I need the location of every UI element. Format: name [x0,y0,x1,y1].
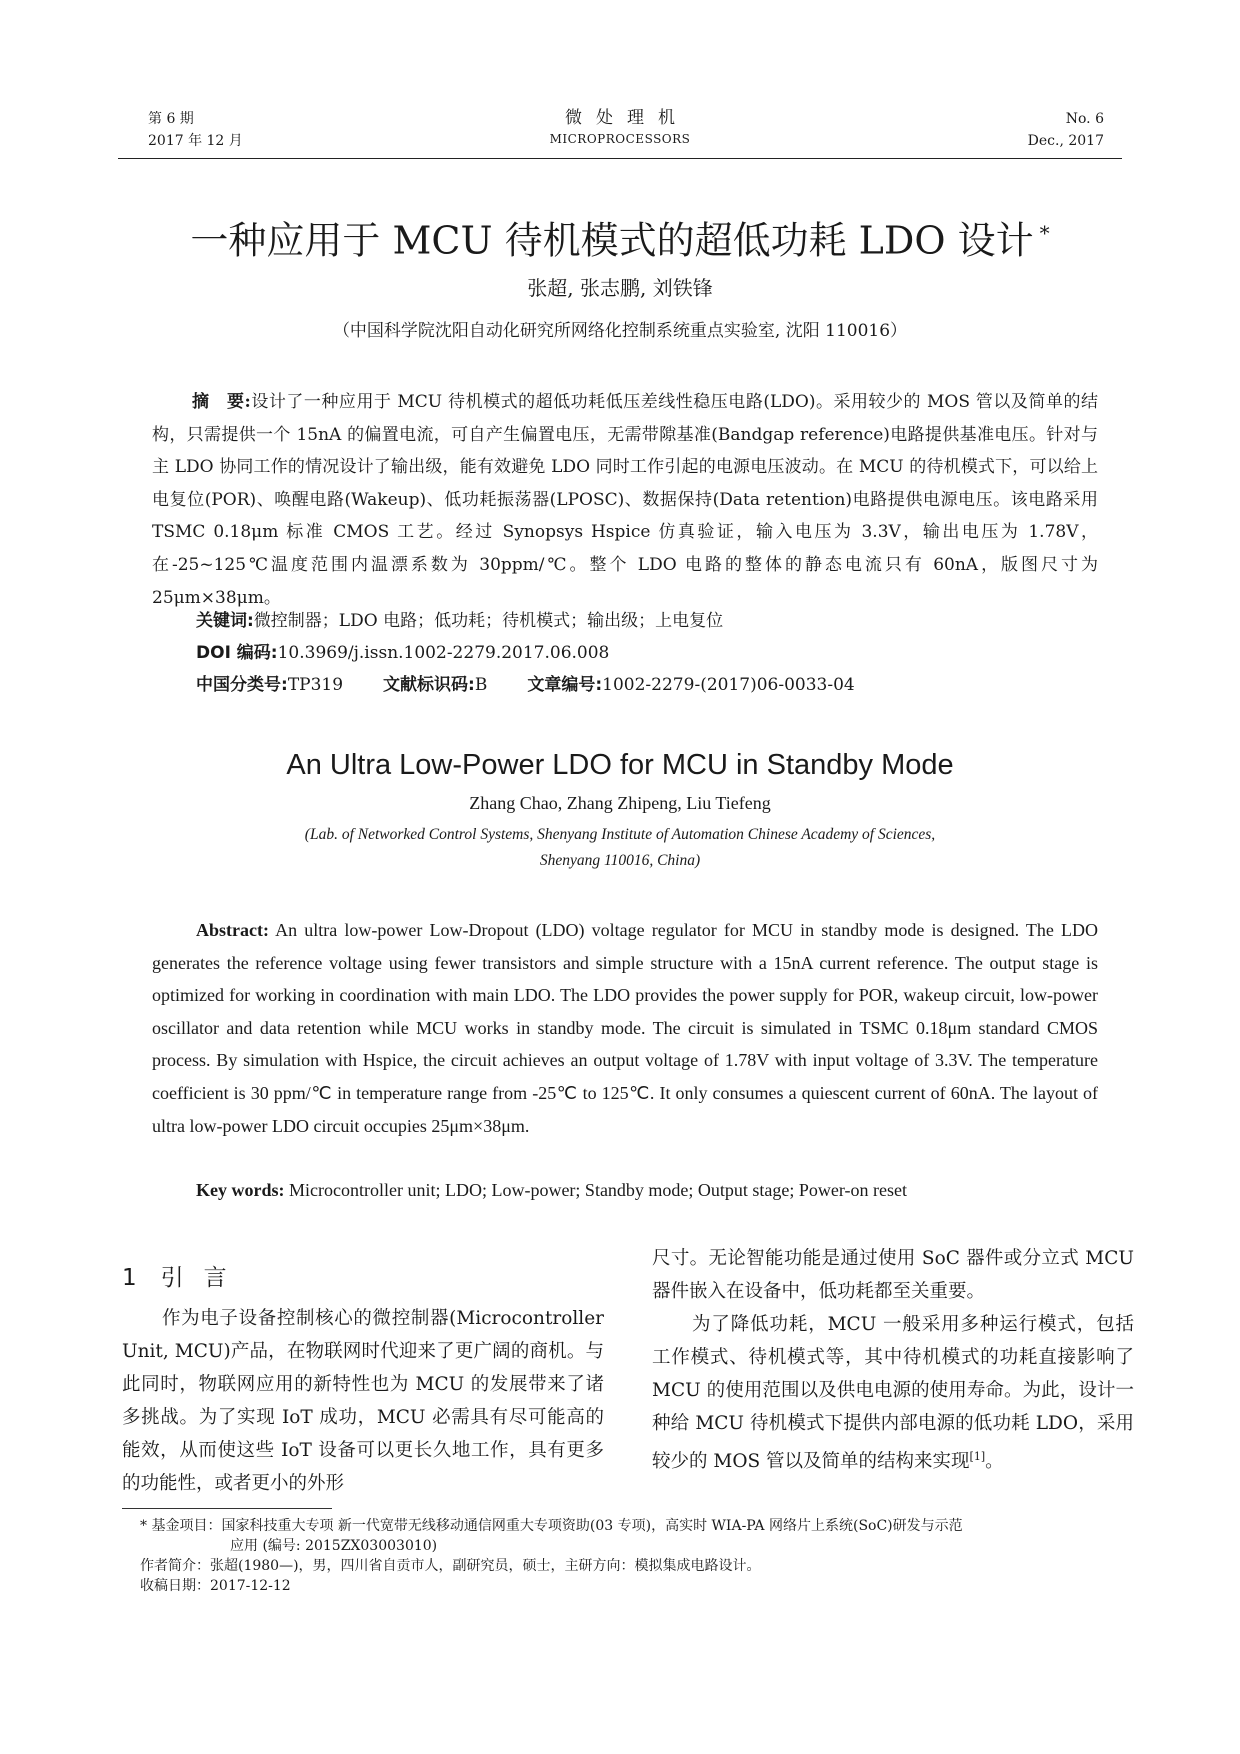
class-value: TP319 [287,675,344,695]
title-text-cn: 一种应用于 MCU 待机模式的超低功耗 LDO 设计 [190,218,1034,263]
footnote-fund: * 基金项目：国家科技重大专项 新一代宽带无线移动通信网重大专项资助(03 专项)，高实时 WIA-PA 网络片上系统(SoC)研发与示范 [140,1518,963,1534]
header-issue-en [1028,108,1104,152]
journal-name-cn: 微处理机 [565,108,689,128]
footnote-received: 收稿日期：2017-12-12 [140,1578,291,1594]
doi-line [196,638,609,668]
footnote-fund-cont: 应用 (编号: 2015ZX03003010) [230,1538,438,1554]
issue-en: No. 6 [1065,111,1104,127]
keywords-cn [196,606,723,636]
article-no-label: 文章编号: [527,675,603,695]
section-1-heading [122,1262,247,1294]
paper-title-cn [0,208,1240,266]
abstract-cn [152,386,1098,614]
affiliation-en-line2: Shenyang 110016, China) [539,852,701,869]
classification-line [196,670,855,700]
authors-cn: 张超, 张志鹏, 刘铁锋 [527,276,713,300]
journal-name-en: MICROPROCESSORS [549,132,691,146]
para-2-end: 。 [985,1451,1004,1473]
section-1-right-para-2 [652,1308,1134,1478]
abstract-en [152,914,1098,1142]
date-cn: 2017 年 12 月 [148,133,243,149]
abstract-cn-text: 设计了一种应用于 MCU 待机模式的超低功耗低压差线性稳压电路(LDO)。采用较少的 MOS 管以及简单的结构，只需提供一个 15nA 的偏置电流，可自产生偏置电压，无需带隙基准(Bandgap reference)电路提供基准电压。针对与主 LDO 协同工作的情况设计了输出级，能有效避免 LDO 同时工作引起的电源电压波动。在 MCU 的待机模式下，可以给上电复位(POR)、唤醒电路(Wakeup)、低功耗振荡器(LPOSC)、数据保持(Data retention)电路提供电源电压。该电路采用 TSMC 0.18μm 标准 CMOS 工艺。经过 Synopsys Hspice 仿真验证，输入电压为 3.3V，输出电压为 1.78V，在-25~125℃温度范围内温漂系数为 30ppm/℃。整个 LDO 电路的整体的静态电流只有 60nA，版图尺寸为 25μm×38μm。 [152,392,1098,608]
abstract-en-text: An ultra low-power Low-Dropout (LDO) voltage regulator for MCU in standby mode is designed. The LDO generates the reference voltage using fewer transistors and simple structure with a 15nA current reference. The output stage is optimized for working in coordination with main LDO. The LDO provides the power supply for POR, wakeup circuit, low-power oscillator and data retention while MCU works in standby mode. The circuit is simulated in TSMC 0.18μm standard CMOS process. By simulation with Hspice, the circuit achieves an output voltage of 1.78V with input voltage of 3.3V. The temperature coefficient is 30 ppm/℃ in temperature range from -25℃ to 125℃. It only consumes a quiescent current of 60nA. The layout of ultra low-power LDO circuit occupies 25μm×38μm. [152,920,1098,1136]
affiliation-en-line1: (Lab. of Networked Control Systems, Shenyang Institute of Automation Chinese Academy of Sciences, [304,826,936,843]
doc-code-value: B [474,675,488,695]
abstract-cn-label: 摘 要: [192,392,251,412]
section-1-right-para-1: 尺寸。无论智能功能是通过使用 SoC 器件或分立式 MCU 器件嵌入在设备中，低功耗都至关重要。 [652,1248,1134,1302]
class-label: 中国分类号: [196,675,288,695]
para-2-text: 为了降低功耗，MCU 一般采用多种运行模式，包括工作模式、待机模式等，其中待机模式的功耗直接影响了 MCU 的使用范围以及供电电源的使用寿命。为此，设计一种给 MCU 待机模式下提供内部电源的低功耗 LDO，采用较少的 MOS 管以及简单的结构来实现 [652,1314,1134,1473]
citation-ref-1: [1] [969,1450,986,1463]
article-no-value: 1002-2279-(2017)06-0033-04 [602,675,855,695]
doi-value: 10.3969/j.issn.1002-2279.2017.06.008 [277,643,610,663]
footnote-author: 作者简介：张超(1980—)，男，四川省自贡市人，副研究员，硕士，主研方向：模拟集成电路设计。 [140,1558,761,1574]
section-1-title: 引言 [160,1265,247,1291]
abstract-en-label: Abstract: [196,920,269,940]
section-1-right-column [652,1242,1134,1478]
title-footnote-mark: * [1039,221,1050,245]
issue-cn: 第 6 期 [148,111,194,127]
paper-title-en: An Ultra Low-Power LDO for MCU in Standby Mode [286,749,954,781]
keywords-en-label: Key words: [196,1180,285,1200]
keywords-en-text: Microcontroller unit; LDO; Low-power; Standby mode; Output stage; Power-on reset [289,1180,908,1200]
footnote-rule [122,1508,332,1509]
doi-label: DOI 编码: [196,643,278,663]
authors-en: Zhang Chao, Zhang Zhipeng, Liu Tiefeng [469,793,771,813]
date-en: Dec., 2017 [1027,133,1104,149]
doc-code-label: 文献标识码: [383,675,475,695]
keywords-cn-label: 关键词: [196,611,254,631]
affiliation-cn: （中国科学院沈阳自动化研究所网络化控制系统重点实验室, 沈阳 110016） [332,321,908,341]
affiliation-en [0,822,1240,874]
section-1-number: 1 [122,1265,139,1291]
header-rule [118,158,1122,159]
keywords-cn-text: 微控制器；LDO 电路；低功耗；待机模式；输出级；上电复位 [253,611,724,631]
section-1-left-column: 作为电子设备控制核心的微控制器(Microcontroller Unit, MCU)产品，在物联网时代迎来了更广阔的商机。与此同时，物联网应用的新特性也为 MCU 的发展带来了诸多挑战。为了实现 IoT 成功，MCU 必需具有尽可能高的能效，从而使这些 IoT 设备可以更长久地工作，具有更多的功能性，或者更小的外形 [122,1308,604,1494]
keywords-en [196,1175,907,1205]
